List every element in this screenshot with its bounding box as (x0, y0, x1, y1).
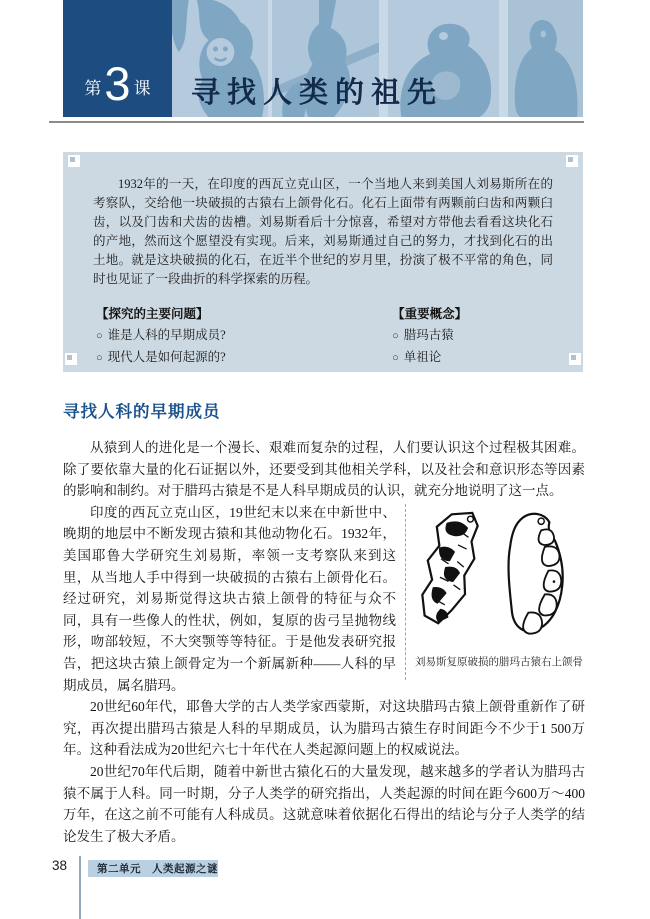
footer-divider-line (79, 856, 81, 919)
fossil-jaw-illustration (415, 504, 575, 650)
unit-label: 第二单元 人类起源之谜 (97, 864, 218, 875)
questions-column (96, 304, 392, 369)
concept-item (392, 325, 553, 347)
ape-collage-panel-4 (508, 0, 583, 117)
body-paragraph-1: 从猿到人的进化是一个漫长、艰难而复杂的过程，人们要认识这个过程极其困难。除了要依靠大量的化石证据以外，还要受到其他相关学科，以及社会和意识形态等因素的影响和制约。对于腊玛古猿是不是人科早期成员的认识，就充分地说明了这一点。 (63, 440, 585, 499)
body-paragraph-2: 印度的西瓦立克山区，19世纪末以来在中新世中、晚期的地层中不断发现古猿和其他动物化石。1932年，美国耶鲁大学研究生刘易斯，率领一支考察队来到这里，从当地人手中得到一块破损的古猿右上颌骨化石。经过研究，刘易斯觉得这块古猿上颌骨的特征与众不同，具有一些像人的性状，例如，复原的齿弓呈抛物线形，吻部较短，不大突颚等等特征。于是他发表研究报告，把这块古猿上颌骨定为一个新属新种——人科的早期成员，属名腊玛。 (63, 504, 396, 693)
body-paragraph-4: 20世纪70年代后期，随着中新世古猿化石的大量发现，越来越多的学者认为腊玛古猿不属于人科。同一时期，分子人类学的研究指出，人类起源的时间在距今600万～400万年，在这之前不可能有人科成员。这就意味着依据化石得出的结论与分子人类学的结论发生了极大矛盾。 (63, 763, 585, 844)
main-content (63, 398, 585, 847)
intro-lists (63, 289, 583, 369)
concept-text: 单祖论 (403, 350, 442, 364)
intro-paragraph: 1932年的一天，在印度的西瓦立克山区，一个当地人来到美国人刘易斯所在的考察队，交给他一块破损的古猿右上颌骨化石。化石上面带有两颗前臼齿和两颗臼齿，以及门齿和犬齿的齿槽。刘易斯看后十分惊喜，希望对方带他去看看这块化石的产地，然而这个愿望没有实现。后来，刘易斯通过自己的努力，才找到化石的出土地。就是这块破损的化石，在近半个世纪的岁月里，扮演了极不平常的角色，同时也见证了一段曲折的科学探索的历程。 (93, 177, 553, 286)
unit-bar (88, 860, 218, 877)
lesson-title: 寻找人类的祖先 (191, 75, 444, 109)
concepts-header: 【重要概念】 (392, 307, 468, 321)
circle-bullet-icon: ○ (96, 330, 103, 342)
question-text: 谁是人科的早期成员? (107, 328, 226, 342)
gorilla-silhouette-icon (508, 0, 583, 117)
figure-caption: 刘易斯复原破损的腊玛古猿右上颌骨 (415, 656, 583, 668)
corner-ornament-icon (68, 155, 80, 167)
concepts-column (392, 304, 553, 369)
circle-bullet-icon: ○ (96, 352, 103, 364)
circle-bullet-icon: ○ (392, 330, 399, 342)
header-divider-rule (49, 121, 584, 123)
corner-ornament-icon (569, 353, 581, 365)
question-text: 现代人是如何起源的? (107, 350, 226, 364)
lesson-suffix: 课 (133, 79, 151, 98)
corner-ornament-icon (65, 353, 77, 365)
fossil-figure (405, 504, 585, 680)
questions-header: 【探究的主要问题】 (96, 307, 209, 321)
question-item (96, 325, 392, 347)
lesson-prefix: 第 (84, 79, 102, 98)
body-text-flow (63, 437, 585, 847)
lesson-number-box (63, 0, 172, 117)
corner-ornament-icon (566, 155, 578, 167)
page-number: 38 (52, 858, 68, 873)
intro-box (63, 152, 583, 372)
question-item (96, 347, 392, 369)
circle-bullet-icon: ○ (392, 352, 399, 364)
section-heading: 寻找人科的早期成员 (63, 403, 221, 421)
header-banner (63, 0, 583, 117)
body-paragraph-3: 20世纪60年代，耶鲁大学的古人类学家西蒙斯，对这块腊玛古猿上颌骨重新作了研究，再次提出腊玛古猿是人科的早期成员，认为腊玛古猿生存时间距今不少于1 500万年。这种看法成为20世纪六七十年代在人类起源问题上的权威说法。 (63, 699, 585, 758)
concept-text: 腊玛古猿 (403, 328, 454, 342)
lesson-number: 3 (104, 57, 131, 111)
concept-item (392, 347, 553, 369)
